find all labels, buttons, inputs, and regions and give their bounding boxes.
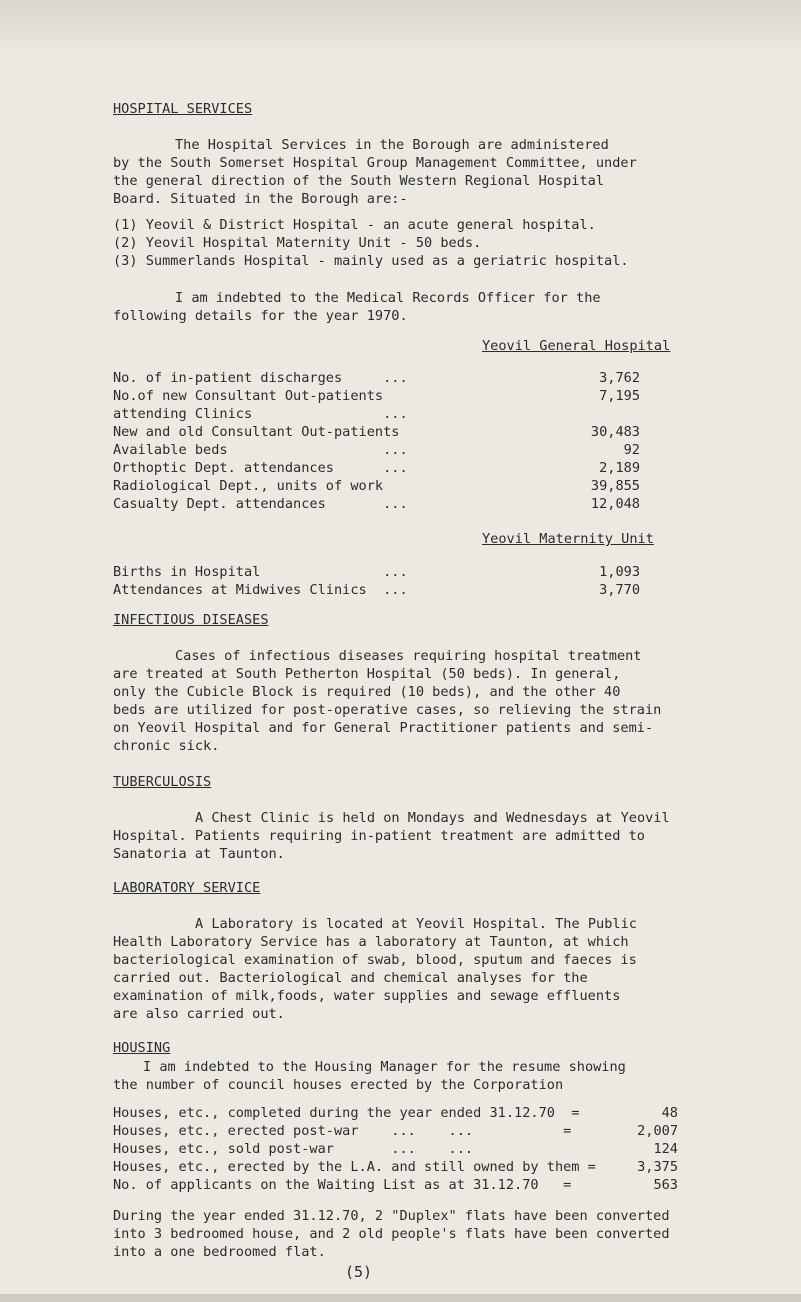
housing-row-label-4: Houses, etc., erected by the L.A. and still owned by them =: [113, 1159, 596, 1175]
general-row-label-1: No. of in-patient discharges ...: [113, 370, 408, 386]
scan-bottom-edge: [0, 1294, 801, 1302]
general-row-label-4: New and old Consultant Out-patients: [113, 424, 400, 440]
infectious-line-2: are treated at South Petherton Hospital (50 beds). In general,: [113, 666, 621, 682]
tuberculosis-line-1: A Chest Clinic is held on Mondays and Wednesdays at Yeovil: [195, 810, 670, 826]
laboratory-line-3: bacteriological examination of swab, blood, sputum and faeces is: [113, 952, 637, 968]
maternity-row-label-2: Attendances at Midwives Clinics ...: [113, 582, 408, 598]
general-row-value-1: 3,762: [599, 370, 640, 386]
housing-row-label-1: Houses, etc., completed during the year ended 31.12.70 =: [113, 1105, 580, 1121]
hospital-list-item-1: (1) Yeovil & District Hospital - an acute general hospital.: [113, 217, 596, 233]
scan-top-shadow: [0, 0, 801, 58]
housing-row-label-5: No. of applicants on the Waiting List as at 31.12.70 =: [113, 1177, 572, 1193]
hospital-list-item-2: (2) Yeovil Hospital Maternity Unit - 50 beds.: [113, 235, 482, 251]
hospital-list-item-3: (3) Summerlands Hospital - mainly used as a geriatric hospital.: [113, 253, 629, 269]
page-number: (5): [345, 1263, 373, 1281]
general-row-label-5: Available beds ...: [113, 442, 408, 458]
general-row-value-7: 39,855: [590, 478, 640, 494]
records-note-line-1: I am indebted to the Medical Records Officer for the: [175, 290, 601, 306]
maternity-row-label-1: Births in Hospital ...: [113, 564, 408, 580]
laboratory-line-5: examination of milk,foods, water supplies and sewage effluents: [113, 988, 621, 1004]
general-row-label-6: Orthoptic Dept. attendances ...: [113, 460, 408, 476]
hospital-intro-line-1: The Hospital Services in the Borough are administered: [175, 137, 609, 153]
housing-row-value-4: 3,375: [637, 1159, 678, 1175]
yeovil-general-title: Yeovil General Hospital: [482, 338, 671, 354]
hospital-intro-line-4: Board. Situated in the Borough are:-: [113, 191, 408, 207]
tuberculosis-line-2: Hospital. Patients requiring in-patient treatment are admitted to: [113, 828, 645, 844]
infectious-line-3: only the Cubicle Block is required (10 beds), and the other 40: [113, 684, 621, 700]
housing-row-label-2: Houses, etc., erected post-war ... ... =: [113, 1123, 572, 1139]
housing-row-value-2: 2,007: [637, 1123, 678, 1139]
housing-intro-line-1: I am indebted to the Housing Manager for the resume showing: [143, 1059, 626, 1075]
maternity-row-value-1: 1,093: [599, 564, 640, 580]
records-note-line-2: following details for the year 1970.: [113, 308, 408, 324]
general-row-value-6: 2,189: [599, 460, 640, 476]
heading-infectious-diseases: INFECTIOUS DISEASES: [113, 612, 269, 628]
housing-intro-line-2: the number of council houses erected by the Corporation: [113, 1077, 564, 1093]
housing-row-value-5: 563: [653, 1177, 678, 1193]
housing-closing-line-3: into a one bedroomed flat.: [113, 1244, 326, 1260]
infectious-line-5: on Yeovil Hospital and for General Practitioner patients and semi-: [113, 720, 654, 736]
general-row-label-3: attending Clinics ...: [113, 406, 408, 422]
laboratory-line-1: A Laboratory is located at Yeovil Hospital. The Public: [195, 916, 637, 932]
heading-laboratory-service: LABORATORY SERVICE: [113, 880, 261, 896]
general-row-value-4: 30,483: [590, 424, 640, 440]
housing-closing-line-1: During the year ended 31.12.70, 2 "Duplex" flats have been converted: [113, 1208, 670, 1224]
infectious-line-6: chronic sick.: [113, 738, 220, 754]
general-row-value-2: 7,195: [599, 388, 640, 404]
laboratory-line-2: Health Laboratory Service has a laboratory at Taunton, at which: [113, 934, 629, 950]
maternity-title: Yeovil Maternity Unit: [482, 531, 654, 547]
housing-closing-line-2: into 3 bedroomed house, and 2 old people's flats have been converted: [113, 1226, 670, 1242]
general-row-label-7: Radiological Dept., units of work: [113, 478, 384, 494]
housing-row-value-3: 124: [653, 1141, 678, 1157]
housing-row-value-1: 48: [661, 1105, 678, 1121]
tuberculosis-line-3: Sanatoria at Taunton.: [113, 846, 285, 862]
infectious-line-1: Cases of infectious diseases requiring hospital treatment: [175, 648, 642, 664]
general-row-label-2: No.of new Consultant Out-patients: [113, 388, 384, 404]
heading-tuberculosis: TUBERCULOSIS: [113, 774, 212, 790]
laboratory-line-6: are also carried out.: [113, 1006, 285, 1022]
laboratory-line-4: carried out. Bacteriological and chemical analyses for the: [113, 970, 588, 986]
general-row-label-8: Casualty Dept. attendances ...: [113, 496, 408, 512]
general-row-value-8: 12,048: [590, 496, 640, 512]
housing-row-label-3: Houses, etc., sold post-war ... ...: [113, 1141, 474, 1157]
maternity-row-value-2: 3,770: [599, 582, 640, 598]
general-row-value-5: 92: [623, 442, 640, 458]
heading-housing: HOUSING: [113, 1040, 171, 1056]
heading-hospital-services: HOSPITAL SERVICES: [113, 101, 253, 117]
hospital-intro-line-3: the general direction of the South Western Regional Hospital: [113, 173, 605, 189]
infectious-line-4: beds are utilized for post-operative cases, so relieving the strain: [113, 702, 662, 718]
hospital-intro-line-2: by the South Somerset Hospital Group Management Committee, under: [113, 155, 637, 171]
